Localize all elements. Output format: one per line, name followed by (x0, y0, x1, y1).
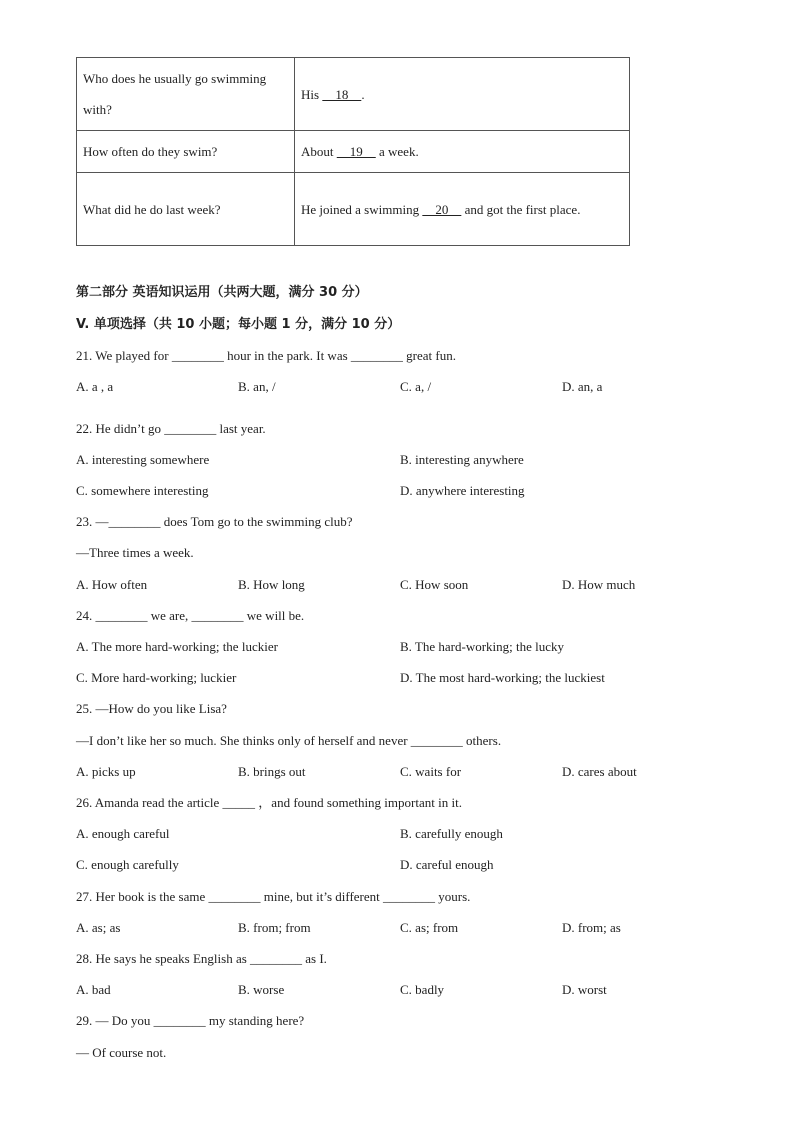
option-b[interactable]: B. brings out (238, 764, 306, 779)
question-reply: —Three times a week. (76, 545, 194, 560)
section-heading: V. 单项选择（共 10 小题；每小题 1 分，满分 10 分） (76, 317, 401, 332)
option-b[interactable]: B. an, / (238, 379, 276, 394)
question-stem: 28. He says he speaks English as ________ as I. (76, 951, 327, 966)
question-stem: 22. He didn’t go ________ last year. (76, 421, 266, 436)
question-cell: How often do they swim? (77, 131, 295, 173)
question-cell: Who does he usually go swimming with? (77, 58, 295, 131)
question-reply: —I don’t like her so much. She thinks only of herself and never ________ others. (76, 733, 502, 748)
option-c[interactable]: C. somewhere interesting (76, 483, 209, 498)
option-d[interactable]: D. worst (562, 982, 607, 997)
question-stem: 25. —How do you like Lisa? (76, 701, 227, 716)
answer-prefix: His (301, 86, 323, 102)
part-heading: 第二部分 英语知识运用（共两大题，满分 30 分） (76, 285, 368, 300)
option-b[interactable]: B. How long (238, 577, 305, 592)
answer-cell (295, 131, 630, 173)
option-c[interactable]: C. enough carefully (76, 857, 179, 872)
answer-blank: 20 (422, 201, 462, 217)
option-c[interactable]: C. waits for (400, 764, 462, 779)
table-row (77, 58, 630, 131)
option-b[interactable]: B. carefully enough (400, 826, 503, 841)
question-stem: 27. Her book is the same ________ mine, but it’s different ________ yours. (76, 889, 471, 904)
option-a[interactable]: A. interesting somewhere (76, 452, 210, 467)
answer-cell (295, 58, 630, 131)
table-row (77, 131, 630, 173)
option-d[interactable]: D. an, a (562, 379, 603, 394)
option-a[interactable]: A. enough careful (76, 826, 170, 841)
question-stem: 24. ________ we are, ________ we will be. (76, 608, 305, 623)
option-d[interactable]: D. How much (562, 577, 636, 592)
info-table (76, 57, 630, 246)
option-d[interactable]: D. careful enough (400, 857, 494, 872)
option-d[interactable]: D. from; as (562, 920, 621, 935)
option-d[interactable]: D. The most hard-working; the luckiest (400, 670, 605, 685)
question-stem: 21. We played for ________ hour in the park. It was ________ great fun. (76, 348, 456, 363)
option-d[interactable]: D. cares about (562, 764, 637, 779)
option-a[interactable]: A. as; as (76, 920, 121, 935)
answer-prefix: About (301, 144, 337, 159)
answer-suffix: . (361, 86, 365, 102)
option-a[interactable]: A. picks up (76, 764, 136, 779)
option-b[interactable]: B. from; from (238, 920, 311, 935)
answer-cell (295, 173, 630, 246)
option-b[interactable]: B. interesting anywhere (400, 452, 524, 467)
answer-blank: 19 (336, 144, 376, 159)
option-a[interactable]: A. a , a (76, 379, 114, 394)
option-c[interactable]: C. How soon (400, 577, 469, 592)
table-row (77, 173, 630, 246)
option-a[interactable]: A. The more hard-working; the luckier (76, 639, 278, 654)
answer-suffix: and got the first place. (461, 201, 581, 217)
option-b[interactable]: B. worse (238, 982, 285, 997)
option-d[interactable]: D. anywhere interesting (400, 483, 525, 498)
question-stem: 26. Amanda read the article _____ ，and found something important in it. (76, 795, 462, 810)
option-a[interactable]: A. How often (76, 577, 148, 592)
option-c[interactable]: C. a, / (400, 379, 432, 394)
answer-blank: 18 (322, 86, 362, 102)
question-reply: — Of course not. (76, 1045, 167, 1060)
question-cell: What did he do last week? (77, 173, 295, 246)
option-a[interactable]: A. bad (76, 982, 111, 997)
answer-prefix: He joined a swimming (301, 201, 423, 217)
option-c[interactable]: C. as; from (400, 920, 459, 935)
answer-suffix: a week. (375, 144, 419, 159)
option-b[interactable]: B. The hard-working; the lucky (400, 639, 565, 654)
question-stem: 23. —________ does Tom go to the swimming club? (76, 514, 353, 529)
option-c[interactable]: C. badly (400, 982, 445, 997)
option-c[interactable]: C. More hard-working; luckier (76, 670, 237, 685)
question-stem: 29. — Do you ________ my standing here? (76, 1013, 305, 1028)
